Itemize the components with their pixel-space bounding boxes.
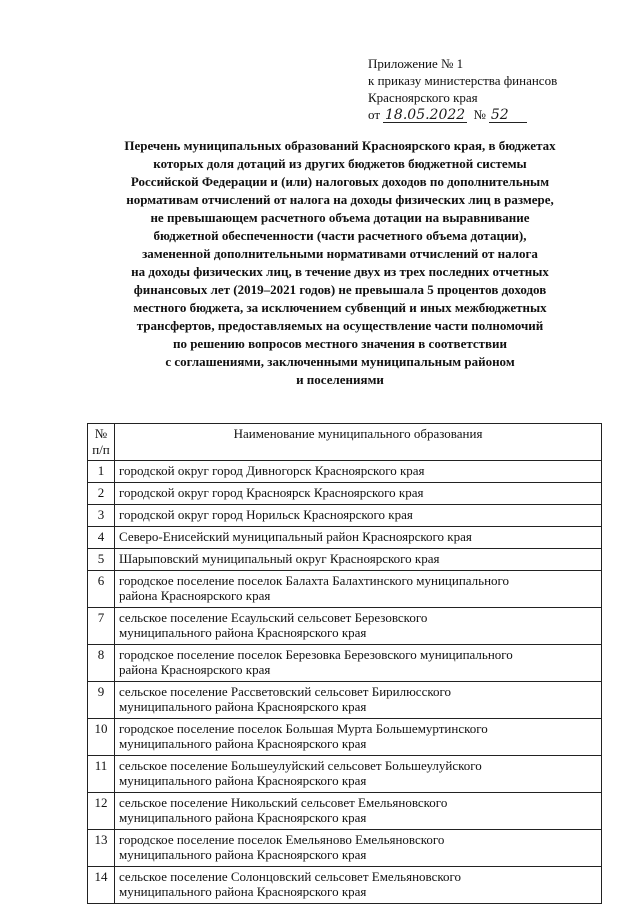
row-name — [115, 483, 602, 505]
table-row — [88, 549, 602, 571]
row-number: 10 — [88, 719, 115, 756]
title-line: трансфертов, предоставляемых на осуществление части полномочий — [136, 318, 544, 333]
header-number — [88, 424, 115, 461]
row-name-line: сельское поселение Есаульский сельсовет Березовского — [119, 610, 428, 625]
row-number: 12 — [88, 793, 115, 830]
row-number: 9 — [88, 682, 115, 719]
row-name-line: Шарыповский муниципальный округ Красноярского края — [119, 551, 440, 566]
row-name-line: сельское поселение Никольский сельсовет Емельяновского — [119, 795, 448, 810]
title-line: не превышающем расчетного объема дотации на выравнивание — [150, 210, 530, 225]
row-name — [115, 719, 602, 756]
row-name — [115, 527, 602, 549]
title-line: местного бюджета, за исключением субвенций и иных межбюджетных — [133, 300, 547, 315]
row-name — [115, 682, 602, 719]
row-number: 8 — [88, 645, 115, 682]
title-line: которых доля дотаций из других бюджетов бюджетной системы — [153, 156, 527, 171]
row-name — [115, 793, 602, 830]
row-name-line: муниципального района Красноярского края — [119, 699, 367, 714]
table-row — [88, 756, 602, 793]
row-number: 7 — [88, 608, 115, 645]
title-line: на доходы физических лиц, в течение двух из трех последних отчетных — [131, 264, 549, 279]
row-name-line: муниципального района Красноярского края — [119, 810, 367, 825]
row-number: 6 — [88, 571, 115, 608]
row-name-line: городской округ город Норильск Красноярского края — [119, 507, 413, 522]
title-line: и поселениями — [296, 372, 384, 387]
table-row — [88, 483, 602, 505]
row-name-line: городской округ город Красноярск Красноярского края — [119, 485, 424, 500]
row-number: 3 — [88, 505, 115, 527]
row-number: 4 — [88, 527, 115, 549]
row-number: 1 — [88, 461, 115, 483]
title-line: Российской Федерации и (или) налоговых доходов по дополнительным — [130, 174, 550, 189]
title-line: замененной дополнительными нормативами отчислений от налога — [142, 246, 538, 261]
title-line: по решению вопросов местного значения в соответствии — [172, 336, 508, 351]
table-header-row — [88, 424, 602, 461]
row-name-line: района Красноярского края — [119, 588, 271, 603]
table-row — [88, 793, 602, 830]
title-line: финансовых лет (2019–2021 годов) не превышала 5 процентов доходов — [133, 282, 547, 297]
row-number: 13 — [88, 830, 115, 867]
appendix-date-line — [368, 106, 557, 123]
table-row — [88, 867, 602, 904]
row-name-line: городское поселение поселок Березовка Березовского муниципального — [119, 647, 513, 662]
title-line: нормативам отчислений от налога на доходы физических лиц в размере, — [126, 192, 554, 207]
table-row — [88, 608, 602, 645]
title-line: бюджетной обеспеченности (части расчетного объема дотации), — [153, 228, 527, 243]
appendix-line-1: Приложение № 1 — [368, 56, 464, 71]
document-title — [70, 137, 610, 389]
row-name-line: муниципального района Красноярского края — [119, 884, 367, 899]
municipalities-table — [87, 423, 602, 904]
number-label: № — [473, 107, 486, 122]
title-line: с соглашениями, заключенными муниципальным районом — [165, 354, 515, 369]
table-row — [88, 571, 602, 608]
header-name: Наименование муниципального образования — [115, 424, 602, 461]
row-number: 5 — [88, 549, 115, 571]
row-name — [115, 549, 602, 571]
header-number-abbr: п/п — [92, 442, 110, 457]
appendix-line-3: Красноярского края — [368, 90, 478, 105]
row-name-line: городское поселение поселок Балахта Балахтинского муниципального — [119, 573, 510, 588]
row-name-line: муниципального района Красноярского края — [119, 625, 367, 640]
table-row — [88, 719, 602, 756]
table-row — [88, 527, 602, 549]
row-name-line: городское поселение поселок Емельяново Емельяновского — [119, 832, 445, 847]
row-name-line: сельское поселение Солонцовский сельсовет Емельяновского — [119, 869, 462, 884]
row-name — [115, 461, 602, 483]
row-name-line: городской округ город Дивногорск Красноярского края — [119, 463, 425, 478]
handwritten-date: 18.05.2022 — [385, 107, 466, 123]
row-name-line: сельское поселение Большеулуйский сельсовет Большеулуйского — [119, 758, 482, 773]
row-name — [115, 505, 602, 527]
row-name-line: муниципального района Красноярского края — [119, 773, 367, 788]
row-name-line: муниципального района Красноярского края — [119, 736, 367, 751]
appendix-block — [368, 55, 557, 123]
row-name-line: Северо-Енисейский муниципальный район Красноярского края — [119, 529, 472, 544]
row-name — [115, 830, 602, 867]
row-name — [115, 756, 602, 793]
table-row — [88, 645, 602, 682]
row-number: 11 — [88, 756, 115, 793]
row-number: 2 — [88, 483, 115, 505]
row-name — [115, 571, 602, 608]
table-row — [88, 505, 602, 527]
row-name-line: района Красноярского края — [119, 662, 271, 677]
table-row — [88, 830, 602, 867]
row-name — [115, 645, 602, 682]
row-number: 14 — [88, 867, 115, 904]
row-name-line: городское поселение поселок Большая Мурта Большемуртинского — [119, 721, 488, 736]
header-number-symbol: № — [94, 426, 108, 441]
appendix-line-2: к приказу министерства финансов — [368, 73, 558, 88]
row-name-line: муниципального района Красноярского края — [119, 847, 367, 862]
from-label: от — [368, 107, 381, 122]
table-row — [88, 461, 602, 483]
row-name-line: сельское поселение Рассветовский сельсовет Бирилюсского — [119, 684, 452, 699]
handwritten-number: 52 — [489, 109, 527, 123]
title-line: Перечень муниципальных образований Красноярского края, в бюджетах — [124, 138, 556, 153]
table-row — [88, 682, 602, 719]
row-name — [115, 608, 602, 645]
row-name — [115, 867, 602, 904]
